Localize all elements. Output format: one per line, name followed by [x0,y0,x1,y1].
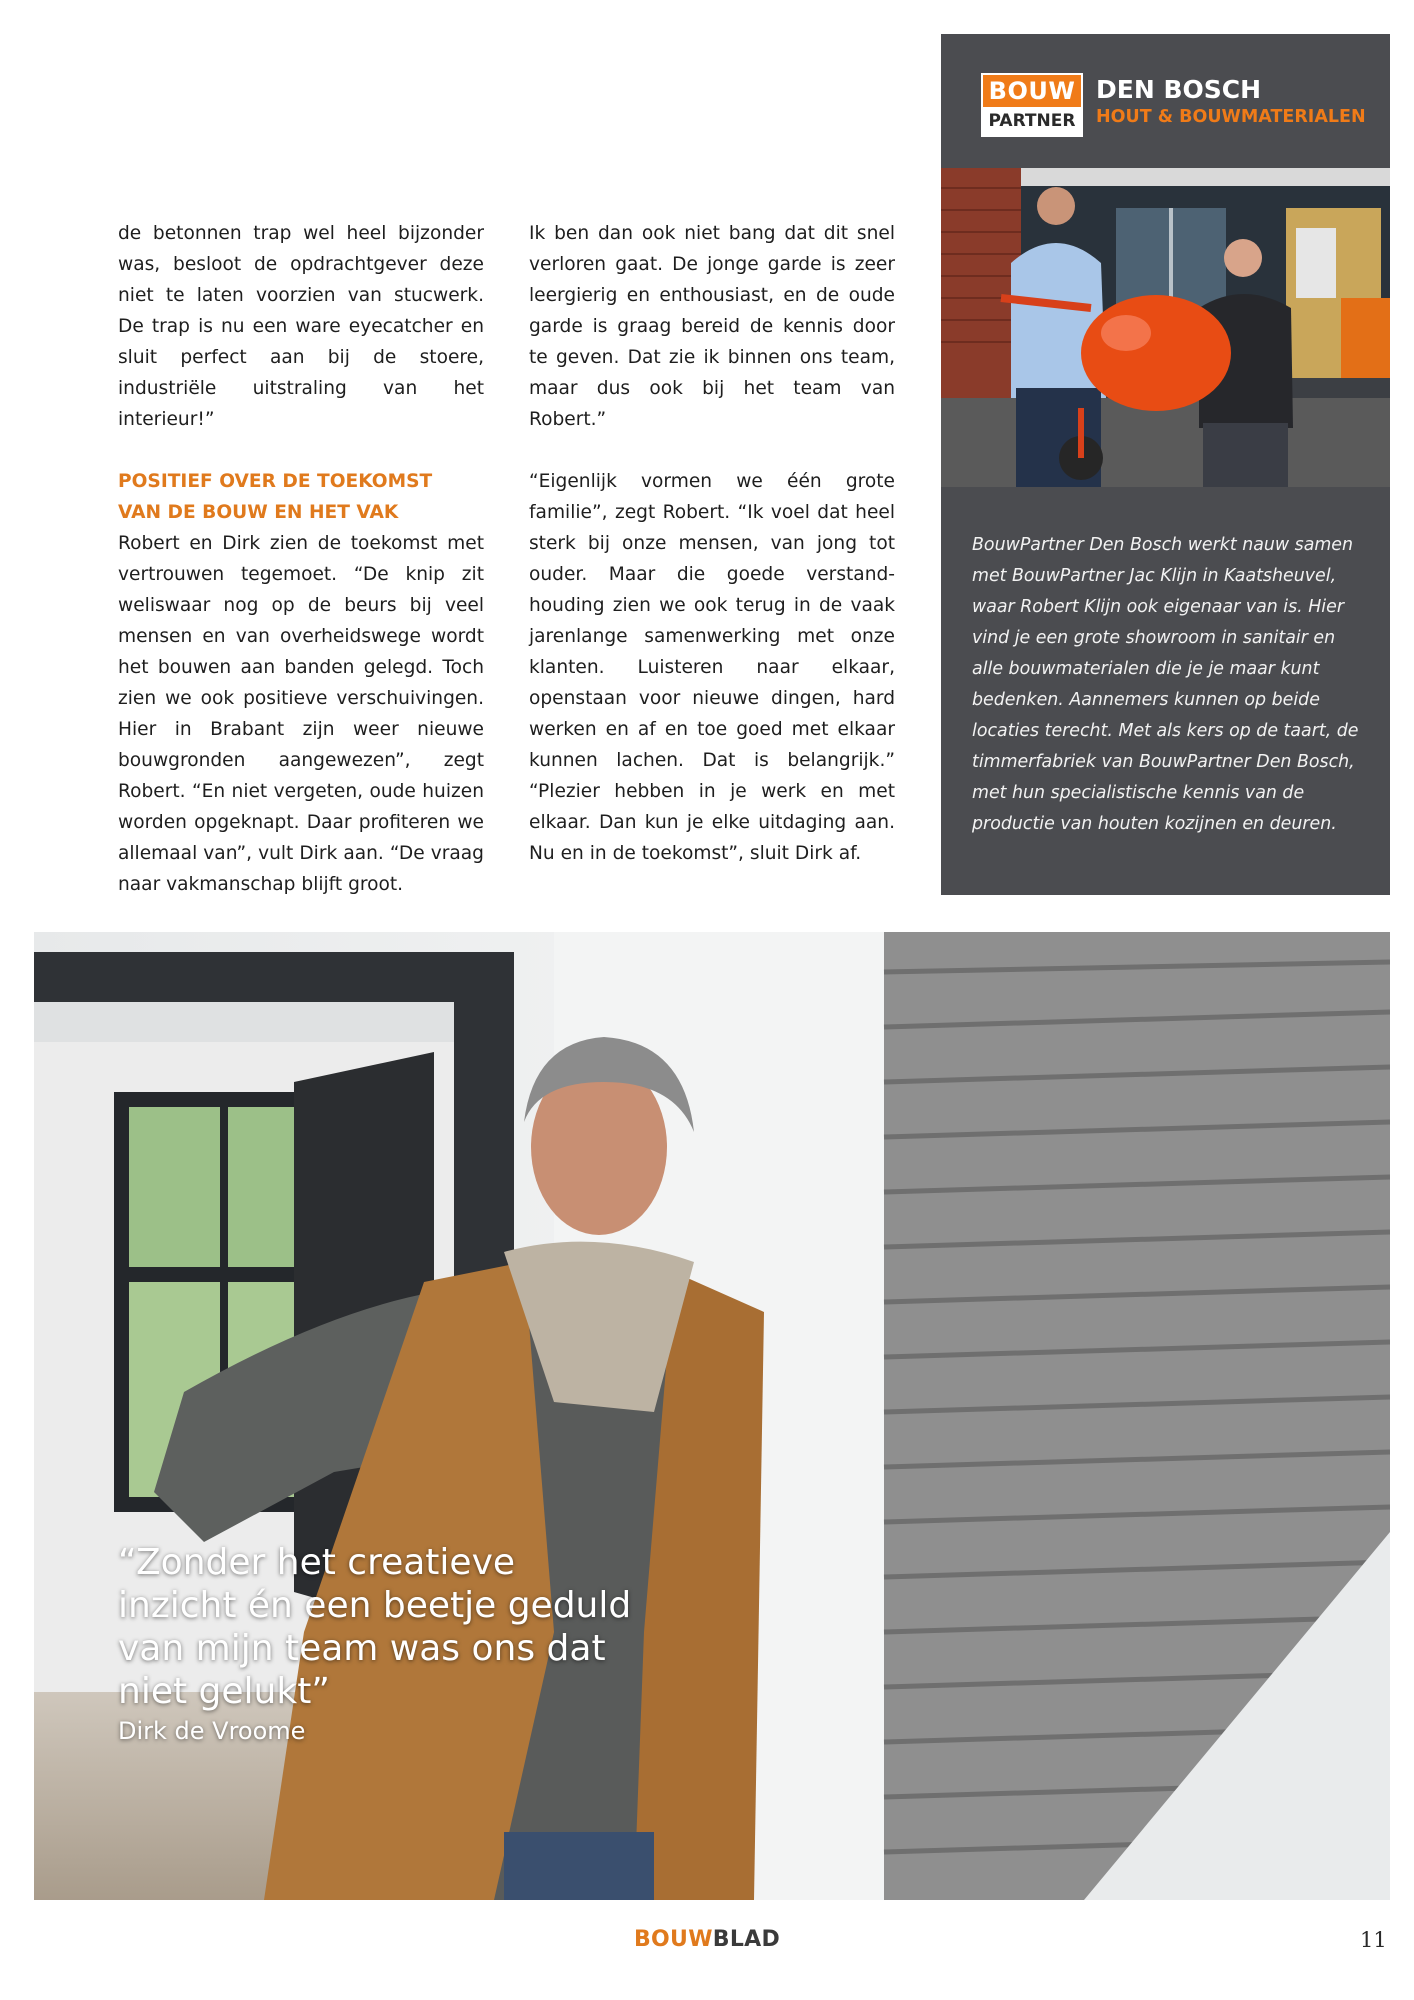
section-heading [118,466,484,528]
article-column-1 [118,218,484,900]
store-photo [941,168,1390,487]
pull-quote: “Zonder het creatieve inzicht én een beetje geduld van mijn team was ons dat niet gelukt” [118,1542,632,1712]
article-paragraph: Robert en Dirk zien de toekomst met vertrouwen tegemoet. “De knip zit weliswaar nog op de beurs bij veel mensen en van overheidswege wordt het bouwen aan banden gelegd. Toch zien we ook positieve verschuivingen. Hier in Brabant zijn weer nieuwe bouwgronden aangewezen”, zegt Robert. “En niet vergeten, oude huizen worden opgeknapt. Daar profiteren we allemaal van”, vult Dirk aan. “De vraag naar vakmanschap blijft groot. [118,533,484,895]
sidebar-header [941,34,1390,168]
hero-illustration [34,932,1390,1900]
quote-author: Dirk de Vroome [118,1717,306,1745]
article-paragraph: de betonnen trap wel heel bijzonder was, besloot de opdrachtgever deze niet te laten voorzien van stucwerk. De trap is nu een ware eyecatcher en sluit perfect aan bij de stoere, industriële uitstraling van het interieur!” [118,223,484,430]
article-column-2 [529,218,895,869]
page-number: 11 [1360,1928,1387,1952]
logo-top-text: BOUW [983,75,1081,107]
article-paragraph: Ik ben dan ook niet bang dat dit snel verloren gaat. De jonge garde is zeer leergierig en enthousiast, en de oude garde is graag bereid de kennis door te geven. Dat zie ik binnen ons team, maar dus ook bij het team van Robert.” [529,223,895,430]
sidebar-card [941,34,1390,895]
brand-part-blad: BLAD [712,1927,781,1952]
store-name: DEN BOSCH [1096,75,1262,104]
bouwpartner-logo [981,73,1083,137]
logo-bottom-text: PARTNER [988,111,1076,131]
sidebar-text: BouwPartner Den Bosch werkt nauw samen met BouwPartner Jac Klijn in Kaatsheuvel, waar Robert Klijn ook eigenaar van is. Hier vind je een grote showroom in sanitair en alle bouwmaterialen die je je maar kunt bedenken. Aannemers kunnen op beide locaties terecht. Met als kers op de taart, de timmerfabriek van BouwPartner Den Bosch, met hun specialistische kennis van de productie van houten kozijnen en deuren. [972,535,1359,834]
store-subtitle: HOUT & BOUWMATERIALEN [1096,107,1366,127]
hero-photo [34,932,1390,1900]
article-paragraph: “Eigenlijk vormen we één grote familie”, zegt Robert. “Ik voel dat heel sterk bij onze mensen, van jong tot ouder. Maar die goede verstandhouding zien we ook terug in de vaak jarenlange samenwerking met onze klanten. Luisteren naar elkaar, openstaan voor nieuwe dingen, hard werken en af en toe goed met elkaar kunnen lachen. Dat is belangrijk.” “Plezier hebben in je werk en met elkaar. Dan kun je elke uitdaging aan. Nu en in de toekomst”, sluit Dirk af. [529,471,895,864]
section-heading-line: VAN DE BOUW EN HET VAK [118,502,399,523]
brand-part-bouw: BOUW [633,1927,713,1952]
magazine-brand [0,1925,1414,1955]
section-heading-line: POSITIEF OVER DE TOEKOMST [118,471,433,492]
